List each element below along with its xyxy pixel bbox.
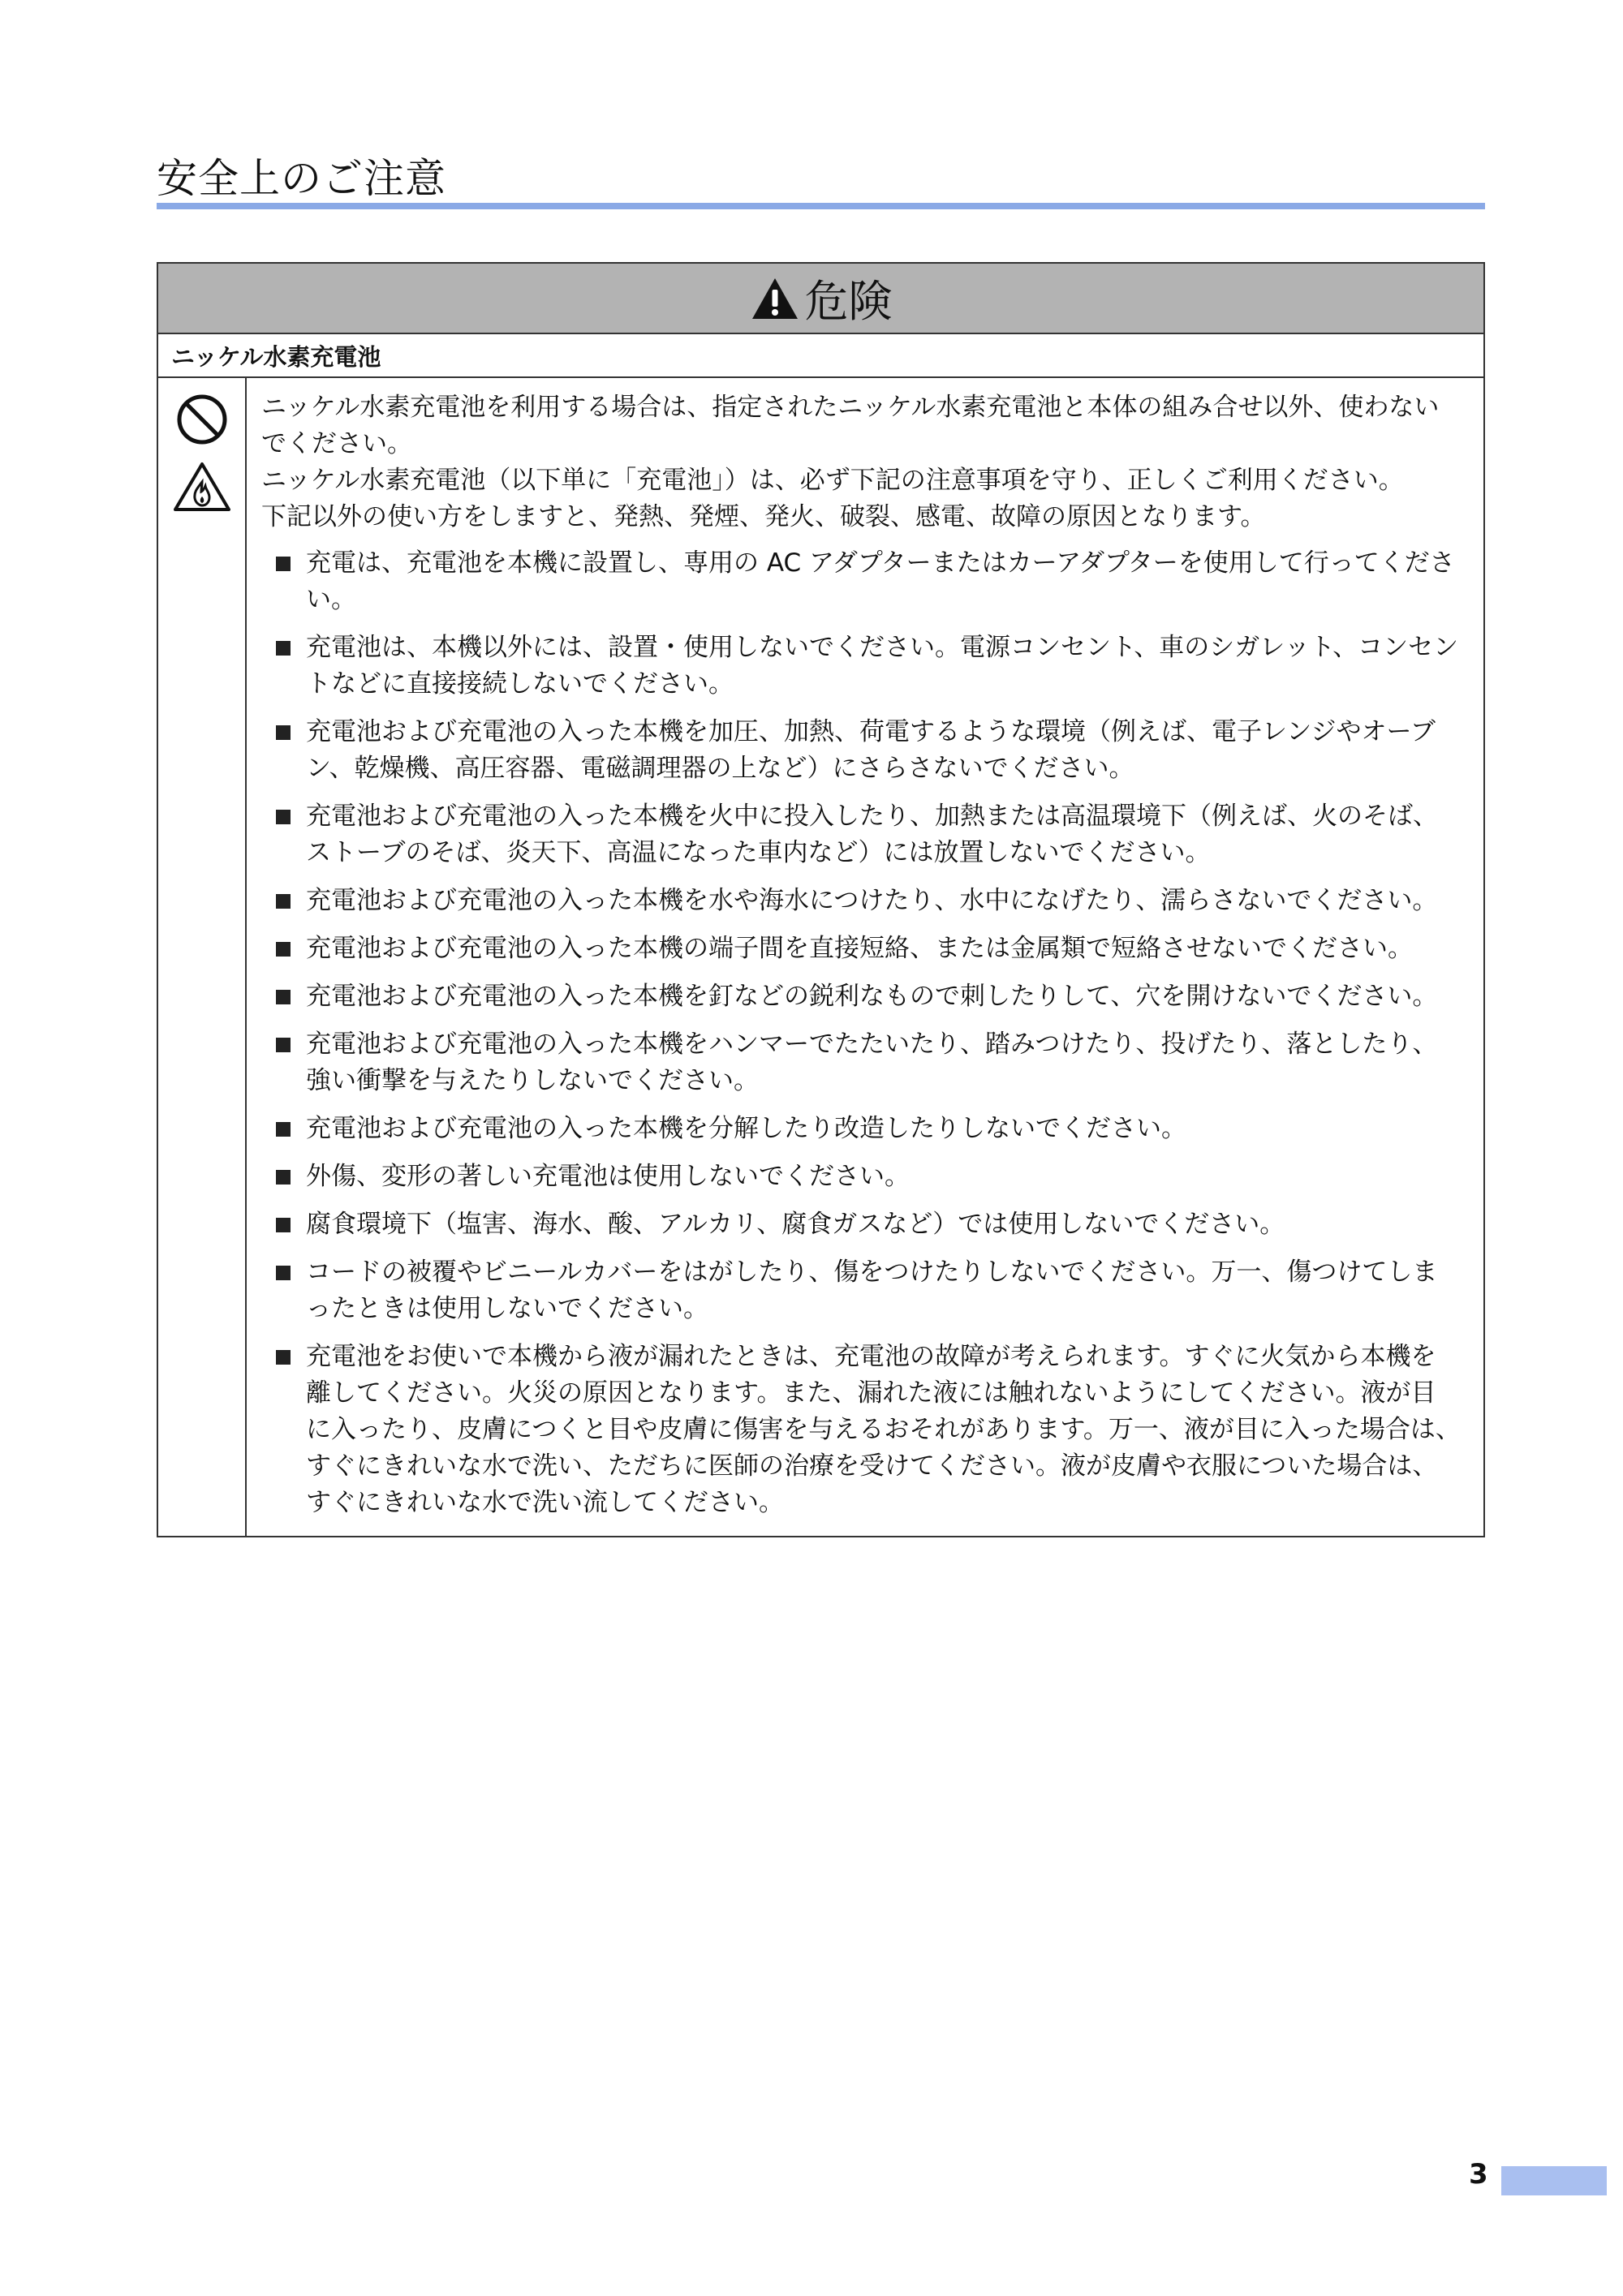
- square-bullet-icon: [276, 894, 291, 909]
- square-bullet-icon: [276, 1122, 291, 1137]
- list-item: [261, 545, 1461, 618]
- title-underline: [157, 203, 1485, 209]
- fire-warning-icon: [173, 461, 231, 513]
- square-bullet-icon: [276, 990, 291, 1004]
- square-bullet-icon: [276, 557, 291, 571]
- list-item: [261, 1159, 1461, 1195]
- warning-body: [158, 378, 1483, 1536]
- list-item-text: 充電池は、本機以外には、設置・使用しないでください。電源コンセント、車のシガレット、コンセントなどに直接接続しないでください。: [306, 633, 1459, 699]
- list-item-text: 腐食環境下（塩害、海水、酸、アルカリ、腐食ガスなど）では使用しないでください。: [306, 1210, 1285, 1239]
- danger-header: [158, 264, 1483, 334]
- intro-paragraph: ニッケル水素充電池（以下単に「充電池」）は、必ず下記の注意事項を守り、正しくご利用ください。: [261, 466, 1404, 495]
- list-item-text: 充電は、充電池を本機に設置し、専用の AC アダプターまたはカーアダプターを使用して行ってください。: [306, 548, 1455, 614]
- danger-heading: 危険: [804, 276, 893, 327]
- list-item: [261, 714, 1461, 787]
- list-item: [261, 978, 1461, 1015]
- list-item-text: 充電池および充電池の入った本機を火中に投入したり、加熱または高温環境下（例えば、火のそば、ストーブのそば、炎天下、高温になった車内など）には放置しないでください。: [306, 802, 1438, 867]
- list-item: [261, 1026, 1461, 1099]
- intro-paragraph: 下記以外の使い方をしますと、発熱、発煙、発火、破裂、感電、故障の原因となります。: [261, 502, 1266, 531]
- square-bullet-icon: [276, 1350, 291, 1365]
- list-item-text: 充電池および充電池の入った本機をハンマーでたたいたり、踏みつけたり、投げたり、落としたり、強い衝撃を与えたりしないでください。: [306, 1030, 1438, 1095]
- caution-list: [261, 545, 1461, 1521]
- square-bullet-icon: [276, 641, 291, 656]
- square-bullet-icon: [276, 1218, 291, 1232]
- page-title: 安全上のご注意: [157, 155, 446, 202]
- list-item-text: 充電池をお使いで本機から液が漏れたときは、充電池の故障が考えられます。すぐに火気から本機を離してください。火災の原因となります。また、漏れた液には触れないようにしてください。液が目に入ったり、皮膚につくと目や皮膚に傷害を与えるおそれがあります。万一、液が目に入った場合は、すぐにきれいな水で洗い、ただちに医師の治療を受けてください。液が皮膚や衣服についた場合は、すぐにきれいな水で洗い流してください。: [306, 1342, 1461, 1517]
- square-bullet-icon: [276, 810, 291, 824]
- danger-warning-box: [157, 262, 1485, 1537]
- square-bullet-icon: [276, 725, 291, 740]
- square-bullet-icon: [276, 1170, 291, 1185]
- list-item-text: 充電池および充電池の入った本機を釘などの鋭利なもので刺したりして、穴を開けないでください。: [306, 982, 1438, 1011]
- list-item: [261, 1111, 1461, 1147]
- list-item-text: 充電池および充電池の入った本機を分解したり改造したりしないでください。: [306, 1114, 1186, 1143]
- warning-text: [247, 378, 1483, 1536]
- list-item: [261, 931, 1461, 967]
- prohibited-icon: [175, 393, 229, 446]
- page-tab-marker: [1501, 2166, 1607, 2195]
- square-bullet-icon: [276, 942, 291, 957]
- list-item-text: コードの被覆やビニールカバーをはがしたり、傷をつけたりしないでください。万一、傷つけてしまったときは使用しないでください。: [306, 1258, 1438, 1323]
- square-bullet-icon: [276, 1038, 291, 1052]
- warning-triangle-icon: [750, 276, 800, 321]
- icon-column: [158, 378, 247, 1536]
- square-bullet-icon: [276, 1266, 291, 1280]
- intro-paragraph: ニッケル水素充電池を利用する場合は、指定されたニッケル水素充電池と本体の組み合せ以外、使わないでください。: [261, 393, 1440, 458]
- list-item-text: 外傷、変形の著しい充電池は使用しないでください。: [306, 1162, 910, 1191]
- list-item: [261, 630, 1461, 703]
- section-title: ニッケル水素充電池: [158, 334, 1483, 378]
- list-item: [261, 1206, 1461, 1243]
- page-number: 3: [1469, 2158, 1488, 2191]
- list-item: [261, 883, 1461, 919]
- list-item-text: 充電池および充電池の入った本機を水や海水につけたり、水中になげたり、濡らさないでください。: [306, 886, 1438, 915]
- list-item: [261, 798, 1461, 871]
- list-item-text: 充電池および充電池の入った本機を加圧、加熱、荷電するような環境（例えば、電子レンジやオーブン、乾燥機、高圧容器、電磁調理器の上など）にさらさないでください。: [306, 717, 1436, 783]
- list-item: [261, 1339, 1461, 1521]
- list-item-text: 充電池および充電池の入った本機の端子間を直接短絡、または金属類で短絡させないでください。: [306, 934, 1413, 963]
- list-item: [261, 1254, 1461, 1327]
